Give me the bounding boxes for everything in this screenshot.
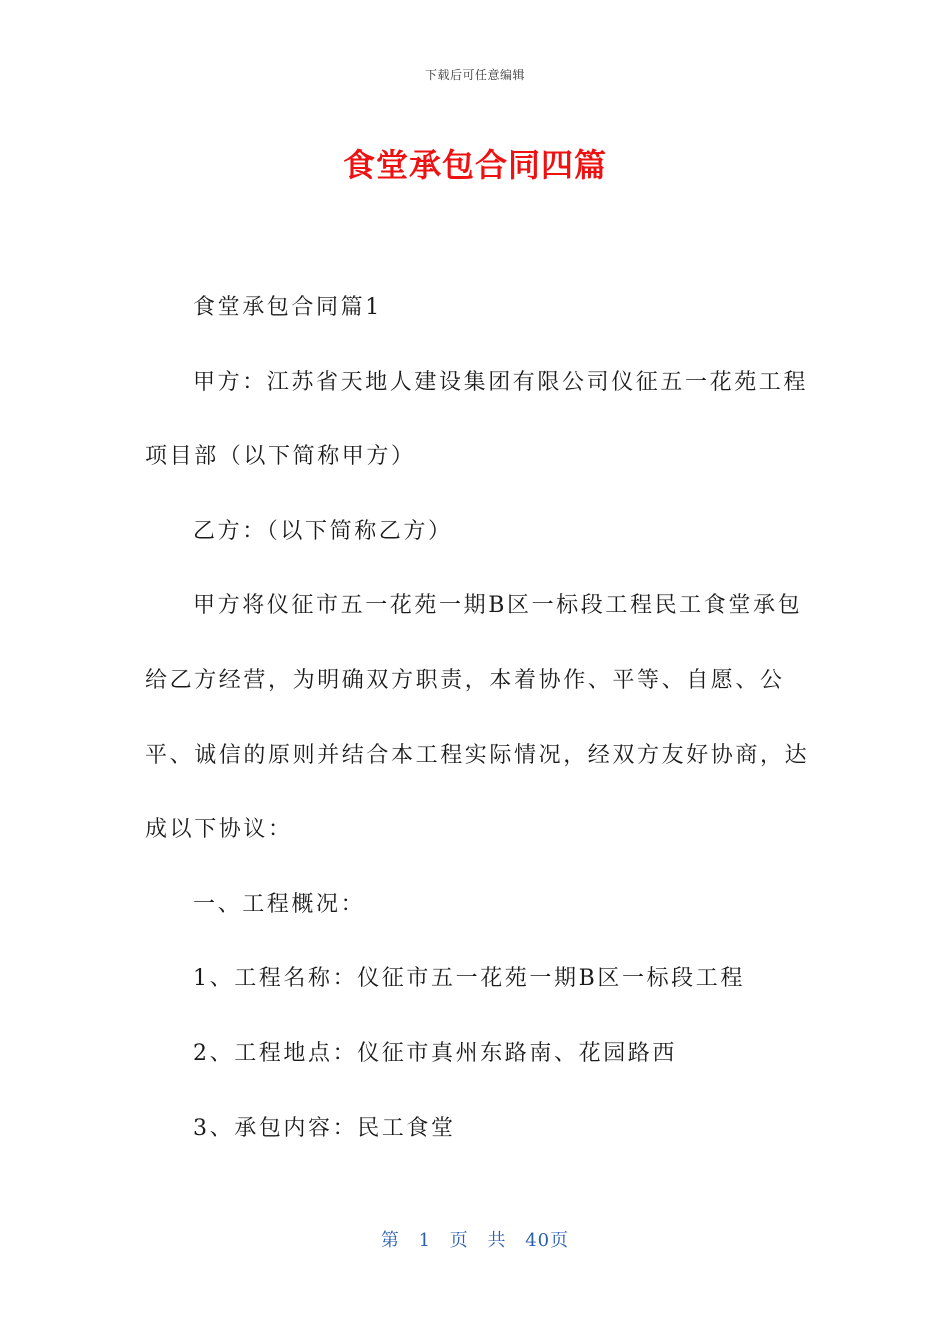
section-heading: 食堂承包合同篇1 (193, 295, 382, 320)
page-footer (0, 1226, 950, 1252)
footer-page-unit: 页 (449, 1230, 469, 1251)
header-note: 下载后可任意编辑 (424, 68, 525, 82)
contract-scope-item: 3、承包内容：民工食堂 (193, 1115, 456, 1141)
footer-total-pages: 40页 (525, 1230, 570, 1251)
footer-page-prefix: 第 (380, 1230, 400, 1251)
footer-total-prefix: 共 (487, 1230, 507, 1251)
document-title: 食堂承包合同四篇 (342, 146, 607, 184)
footer-page-number: 1 (418, 1230, 432, 1251)
party-b-paragraph: 乙方：（以下简称乙方） (193, 518, 453, 544)
party-a-paragraph: 甲方：江苏省天地人建设集团有限公司仪征五一花苑工程项目部（以下简称甲方） (145, 369, 809, 470)
project-name-item: 1、工程名称：仪征市五一花苑一期B区一标段工程 (193, 966, 745, 992)
project-overview-heading: 一、工程概况： (193, 891, 366, 917)
project-location-item: 2、工程地点：仪征市真州东路南、花园路西 (193, 1040, 677, 1066)
agreement-intro-paragraph: 甲方将仪征市五一花苑一期B区一标段工程民工食堂承包给乙方经营，为明确双方职责，本着协作、平等、自愿、公平、诚信的原则并结合本工程实际情况，经双方友好协商，达成以下协议： (145, 593, 810, 843)
document-body (145, 271, 810, 1166)
